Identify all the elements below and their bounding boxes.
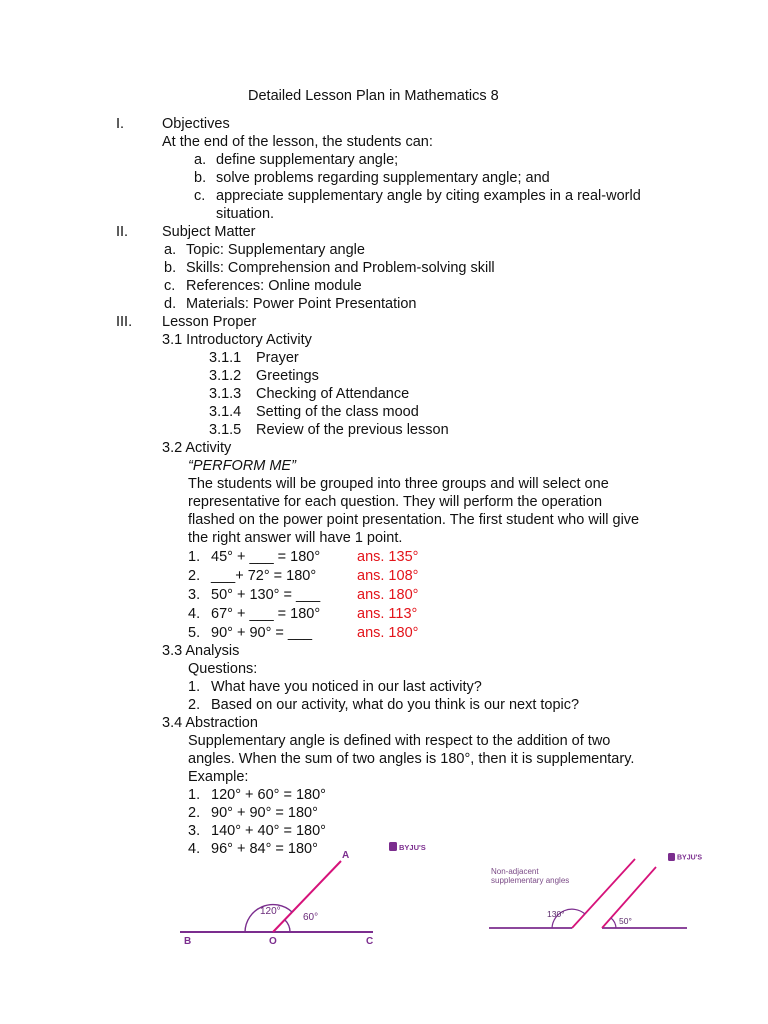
example-number: 4. <box>188 841 201 857</box>
subject-marker: b. <box>164 260 177 276</box>
problem-number: 3. <box>188 587 201 603</box>
angle-2-arc <box>611 918 616 928</box>
problem-answer: ans. 113° <box>357 606 418 622</box>
objective-marker: a. <box>194 152 207 168</box>
intro-item-text: Checking of Attendance <box>256 386 410 402</box>
problem-answer: ans. 180° <box>357 625 419 641</box>
abstraction-description-line: Supplementary angle is defined with respect to the addition of two <box>188 733 611 749</box>
section-2-heading: Subject Matter <box>162 224 256 240</box>
non-adjacent-angles-diagram <box>485 845 710 945</box>
problem-equation: 90° + 90° = ___ <box>211 625 313 641</box>
activity-description-line: The students will be grouped into three groups and will select one <box>188 476 609 492</box>
activity-name: “PERFORM ME” <box>188 458 296 474</box>
subject-item: Materials: Power Point Presentation <box>186 296 417 312</box>
intro-item-text: Greetings <box>256 368 319 384</box>
problem-number: 5. <box>188 625 201 641</box>
angle-label-large: 120° <box>260 906 281 917</box>
example-label: Example: <box>188 769 249 785</box>
problem-number: 1. <box>188 549 201 565</box>
intro-item-number: 3.1.4 <box>209 404 242 420</box>
example-number: 3. <box>188 823 201 839</box>
activity-description-line: the right answer will have 1 point. <box>188 530 403 546</box>
objective-text: appreciate supplementary angle by citing examples in a real-world <box>216 188 641 204</box>
intro-item-number: 3.1.5 <box>209 422 242 438</box>
angle-1-label: 130° <box>547 909 565 919</box>
activity-description-line: flashed on the power point presentation. The first student who will give <box>188 512 640 528</box>
objective-marker: b. <box>194 170 207 186</box>
subsection-3-1-heading: 3.1 Introductory Activity <box>162 332 312 348</box>
problem-equation: 50° + 130° = ___ <box>211 587 321 603</box>
subject-item: Topic: Supplementary angle <box>186 242 365 258</box>
question-number: 2. <box>188 697 201 713</box>
section-3-heading: Lesson Proper <box>162 314 257 330</box>
subject-marker: d. <box>164 296 177 312</box>
intro-item-text: Setting of the class mood <box>256 404 419 420</box>
example-number: 1. <box>188 787 201 803</box>
objective-text: solve problems regarding supplementary angle; and <box>216 170 550 186</box>
intro-item-number: 3.1.2 <box>209 368 242 384</box>
problem-number: 4. <box>188 606 201 622</box>
intro-item-text: Review of the previous lesson <box>256 422 449 438</box>
abstraction-description-line: angles. When the sum of two angles is 180°, then it is supplementary. <box>188 751 635 767</box>
byjus-logo <box>389 842 426 852</box>
problem-answer: ans. 135° <box>357 549 419 565</box>
subject-marker: c. <box>164 278 176 294</box>
point-b-label: B <box>184 936 192 947</box>
question-text: Based on our activity, what do you think is our next topic? <box>211 697 580 713</box>
diagram-caption-line-1: Non-adjacent <box>491 867 539 876</box>
intro-item-text: Prayer <box>256 350 299 366</box>
problem-equation: 67° + ___ = 180° <box>211 606 321 622</box>
angle-label-small: 60° <box>303 912 319 923</box>
angle-2-label: 50° <box>619 916 632 926</box>
subject-item: References: Online module <box>186 278 362 294</box>
intro-item-number: 3.1.3 <box>209 386 242 402</box>
page-title: Detailed Lesson Plan in Mathematics 8 <box>248 88 499 104</box>
adjacent-angles-diagram <box>175 836 426 950</box>
section-3-numeral: III. <box>116 314 133 330</box>
problem-equation: ___+ 72° = 180° <box>211 568 317 584</box>
subsection-3-4-heading: 3.4 Abstraction <box>162 715 258 731</box>
logo-text: BYJU'S <box>399 843 426 852</box>
example-equation: 140° + 40° = 180° <box>211 823 326 839</box>
intro-item-number: 3.1.1 <box>209 350 242 366</box>
problem-answer: ans. 108° <box>357 568 419 584</box>
activity-description-line: representative for each question. They will perform the operation <box>188 494 603 510</box>
subject-item: Skills: Comprehension and Problem-solving skill <box>186 260 495 276</box>
objective-text: define supplementary angle; <box>216 152 399 168</box>
example-equation: 120° + 60° = 180° <box>211 787 326 803</box>
question-text: What have you noticed in our last activity? <box>211 679 482 695</box>
point-c-label: C <box>366 936 374 947</box>
problem-number: 2. <box>188 568 201 584</box>
section-1-heading: Objectives <box>162 116 230 132</box>
example-equation: 96° + 84° = 180° <box>211 841 318 857</box>
section-1-numeral: I. <box>116 116 125 132</box>
section-2-numeral: II. <box>116 224 129 240</box>
angle-arc-small <box>285 920 290 932</box>
logo-text: BYJU'S <box>677 854 703 862</box>
questions-label: Questions: <box>188 661 258 677</box>
question-number: 1. <box>188 679 201 695</box>
problem-equation: 45° + ___ = 180° <box>211 549 321 565</box>
objective-text-continued: situation. <box>216 206 275 222</box>
subsection-3-2-heading: 3.2 Activity <box>162 440 232 456</box>
example-number: 2. <box>188 805 201 821</box>
problem-answer: ans. 180° <box>357 587 419 603</box>
objectives-intro: At the end of the lesson, the students can: <box>162 134 433 150</box>
objective-marker: c. <box>194 188 206 204</box>
diagram-caption-line-2: supplementary angles <box>491 876 570 885</box>
example-equation: 90° + 90° = 180° <box>211 805 318 821</box>
point-o-label: O <box>269 936 277 947</box>
subsection-3-3-heading: 3.3 Analysis <box>162 643 240 659</box>
subject-marker: a. <box>164 242 177 258</box>
byjus-logo <box>668 853 702 862</box>
point-a-label: A <box>342 850 350 861</box>
